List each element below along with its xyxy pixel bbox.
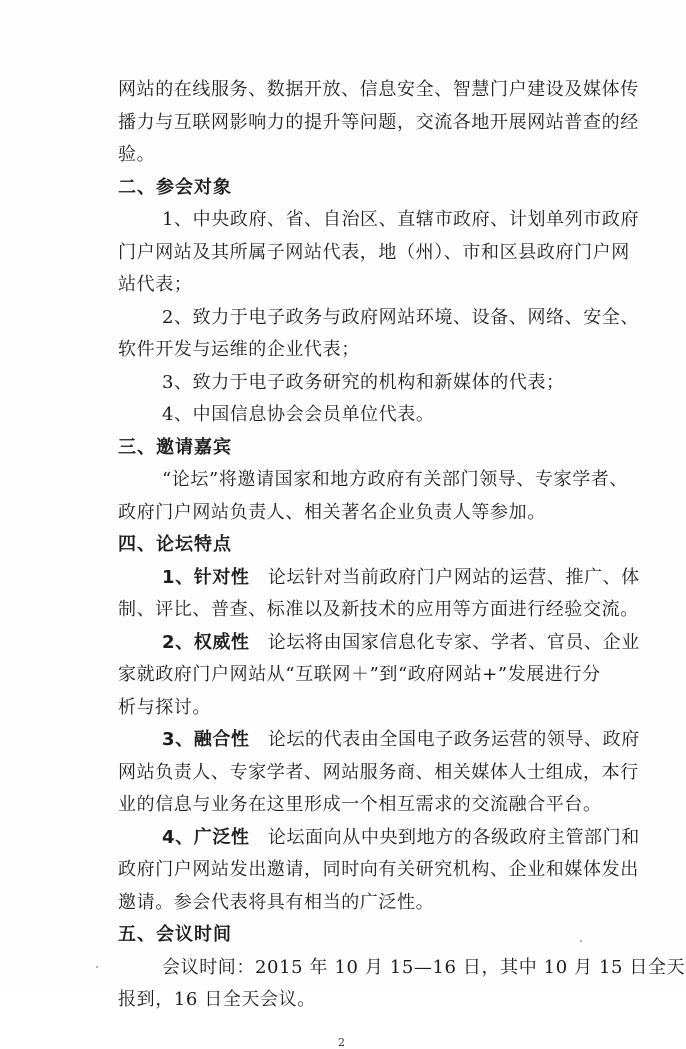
feature-2-first-line — [162, 631, 640, 655]
participants-line-6: 3、致力于电子政务研究的机构和新媒体的代表； — [162, 371, 565, 393]
feature-3-term: 3、融合性 — [162, 729, 250, 750]
feature-4-first-line — [162, 826, 640, 850]
feature-1-line-2: 制、评比、普查、标准以及新技术的应用等方面进行经验交流。 — [118, 599, 639, 620]
scan-speck — [96, 966, 98, 968]
intro-line-2: 播力与互联网影响力的提升等问题，交流各地开展网站普查的经 — [118, 111, 639, 133]
feature-4-text: 论坛面向从中央到地方的各级政府主管部门和 — [267, 826, 640, 848]
feature-4-line-3: 邀请。参会代表将具有相当的广泛性。 — [118, 891, 435, 913]
feature-2-term: 2、权威性 — [162, 631, 250, 653]
participants-line-5: 软件开发与运维的企业代表； — [118, 339, 360, 360]
guests-line-2: 政府门户网站负责人、相关著名企业负责人等参加。 — [118, 501, 546, 523]
feature-3-line-2: 网站负责人、专家学者、网站服务商、相关媒体人士组成，本行 — [118, 761, 639, 783]
feature-4-term: 4、广泛性 — [162, 826, 250, 848]
guests-line-1: “论坛”将邀请国家和地方政府有关部门领导、专家学者、 — [162, 469, 629, 490]
feature-3-line-3: 业的信息与业务在这里形成一个相互需求的交流融合平台。 — [118, 794, 602, 815]
time-line-2: 报到，16 日全天会议。 — [118, 989, 316, 1010]
feature-2-line-2: 家就政府门户网站从“互联网＋”到“政府网站+”发展进行分 — [118, 664, 601, 685]
page-number: 2 — [338, 1036, 345, 1049]
intro-line-1: 网站的在线服务、数据开放、信息安全、智慧门户建设及媒体传 — [118, 79, 639, 100]
time-line-1: 会议时间：2015 年 10 月 15—16 日，其中 10 月 15 日全天 — [162, 956, 686, 978]
participants-line-7: 4、中国信息协会会员单位代表。 — [162, 404, 435, 425]
feature-2-text: 论坛将由国家信息化专家、学者、官员、企业 — [267, 631, 640, 653]
heading-participants: 二、参会对象 — [118, 176, 232, 198]
heading-time: 五、会议时间 — [118, 924, 232, 945]
feature-1-first-line — [162, 566, 640, 590]
feature-1-term: 1、针对性 — [162, 566, 250, 588]
intro-line-3: 验。 — [118, 144, 156, 165]
participants-line-4: 2、致力于电子政务与政府网站环境、设备、网络、安全、 — [162, 306, 640, 328]
participants-line-1: 1、中央政府、省、自治区、直辖市政府、计划单列市政府 — [162, 209, 640, 230]
feature-3-text: 论坛的代表由全国电子政务运营的领导、政府 — [267, 729, 640, 750]
participants-line-2: 门户网站及其所属子网站代表，地（州）、市和区县政府门户网 — [118, 241, 630, 263]
heading-guests: 三、邀请嘉宾 — [118, 436, 232, 458]
feature-1-text: 论坛针对当前政府门户网站的运营、推广、体 — [267, 566, 640, 588]
feature-4-line-2: 政府门户网站发出邀请，同时向有关研究机构、企业和媒体发出 — [118, 859, 639, 880]
feature-3-first-line — [162, 728, 640, 752]
scan-speck — [580, 940, 582, 942]
participants-line-3: 站代表； — [118, 274, 193, 295]
feature-2-line-3: 析与探讨。 — [118, 696, 211, 718]
heading-features: 四、论坛特点 — [118, 534, 232, 555]
